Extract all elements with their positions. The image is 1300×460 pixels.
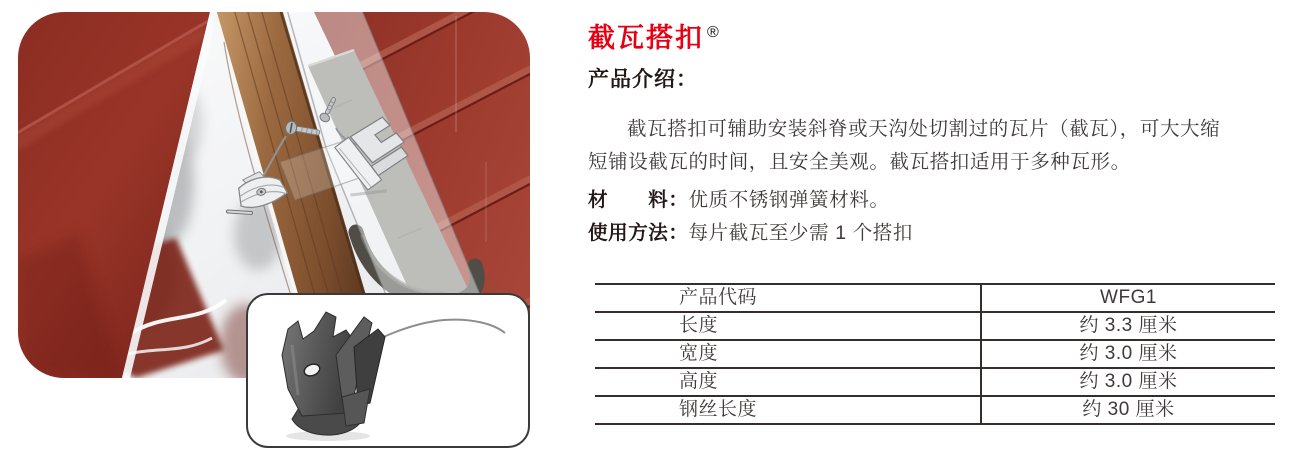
- row-label: 宽度: [679, 343, 719, 364]
- material-line: [588, 184, 890, 212]
- row-label: 高度: [679, 371, 719, 392]
- clip-product-illustration: [248, 295, 527, 445]
- row-value: 约 30 厘米: [980, 397, 1275, 423]
- usage-line: [588, 217, 913, 245]
- table-row-width: [595, 339, 1275, 367]
- row-value: 约 3.0 厘米: [980, 341, 1275, 367]
- spec-table: [595, 283, 1275, 425]
- usage-label: 使用方法：: [588, 222, 689, 244]
- usage-value: 每片截瓦至少需 1 个搭扣: [688, 222, 913, 244]
- page-title: [588, 16, 719, 55]
- row-label: 产品代码: [679, 287, 758, 308]
- row-label: 钢丝长度: [679, 399, 758, 420]
- row-value: 约 3.0 厘米: [980, 369, 1275, 395]
- section-heading: 产品介绍：: [588, 68, 698, 91]
- row-label: 长度: [679, 315, 719, 336]
- row-value: 约 3.3 厘米: [980, 313, 1275, 339]
- table-row-length: [595, 311, 1275, 339]
- material-label: 材 料：: [588, 189, 689, 211]
- product-inset-photo: [246, 293, 530, 448]
- table-row-product-code: [595, 283, 1275, 311]
- table-row-height: [595, 367, 1275, 395]
- steel-clip: [282, 312, 505, 441]
- material-value: 优质不锈钢弹簧材料。: [688, 189, 890, 211]
- row-value: WFG1: [980, 285, 1275, 311]
- product-name: 截瓦搭扣: [588, 23, 704, 53]
- description-line-2: 短铺设截瓦的时间，且安全美观。截瓦搭扣适用于多种瓦形。: [588, 151, 1131, 173]
- table-row-wire-length: [595, 395, 1275, 423]
- registered-mark: ®: [707, 24, 719, 41]
- description-line-1: 截瓦搭扣可辅助安装斜脊或天沟处切割过的瓦片（截瓦），可大大缩: [627, 118, 1221, 140]
